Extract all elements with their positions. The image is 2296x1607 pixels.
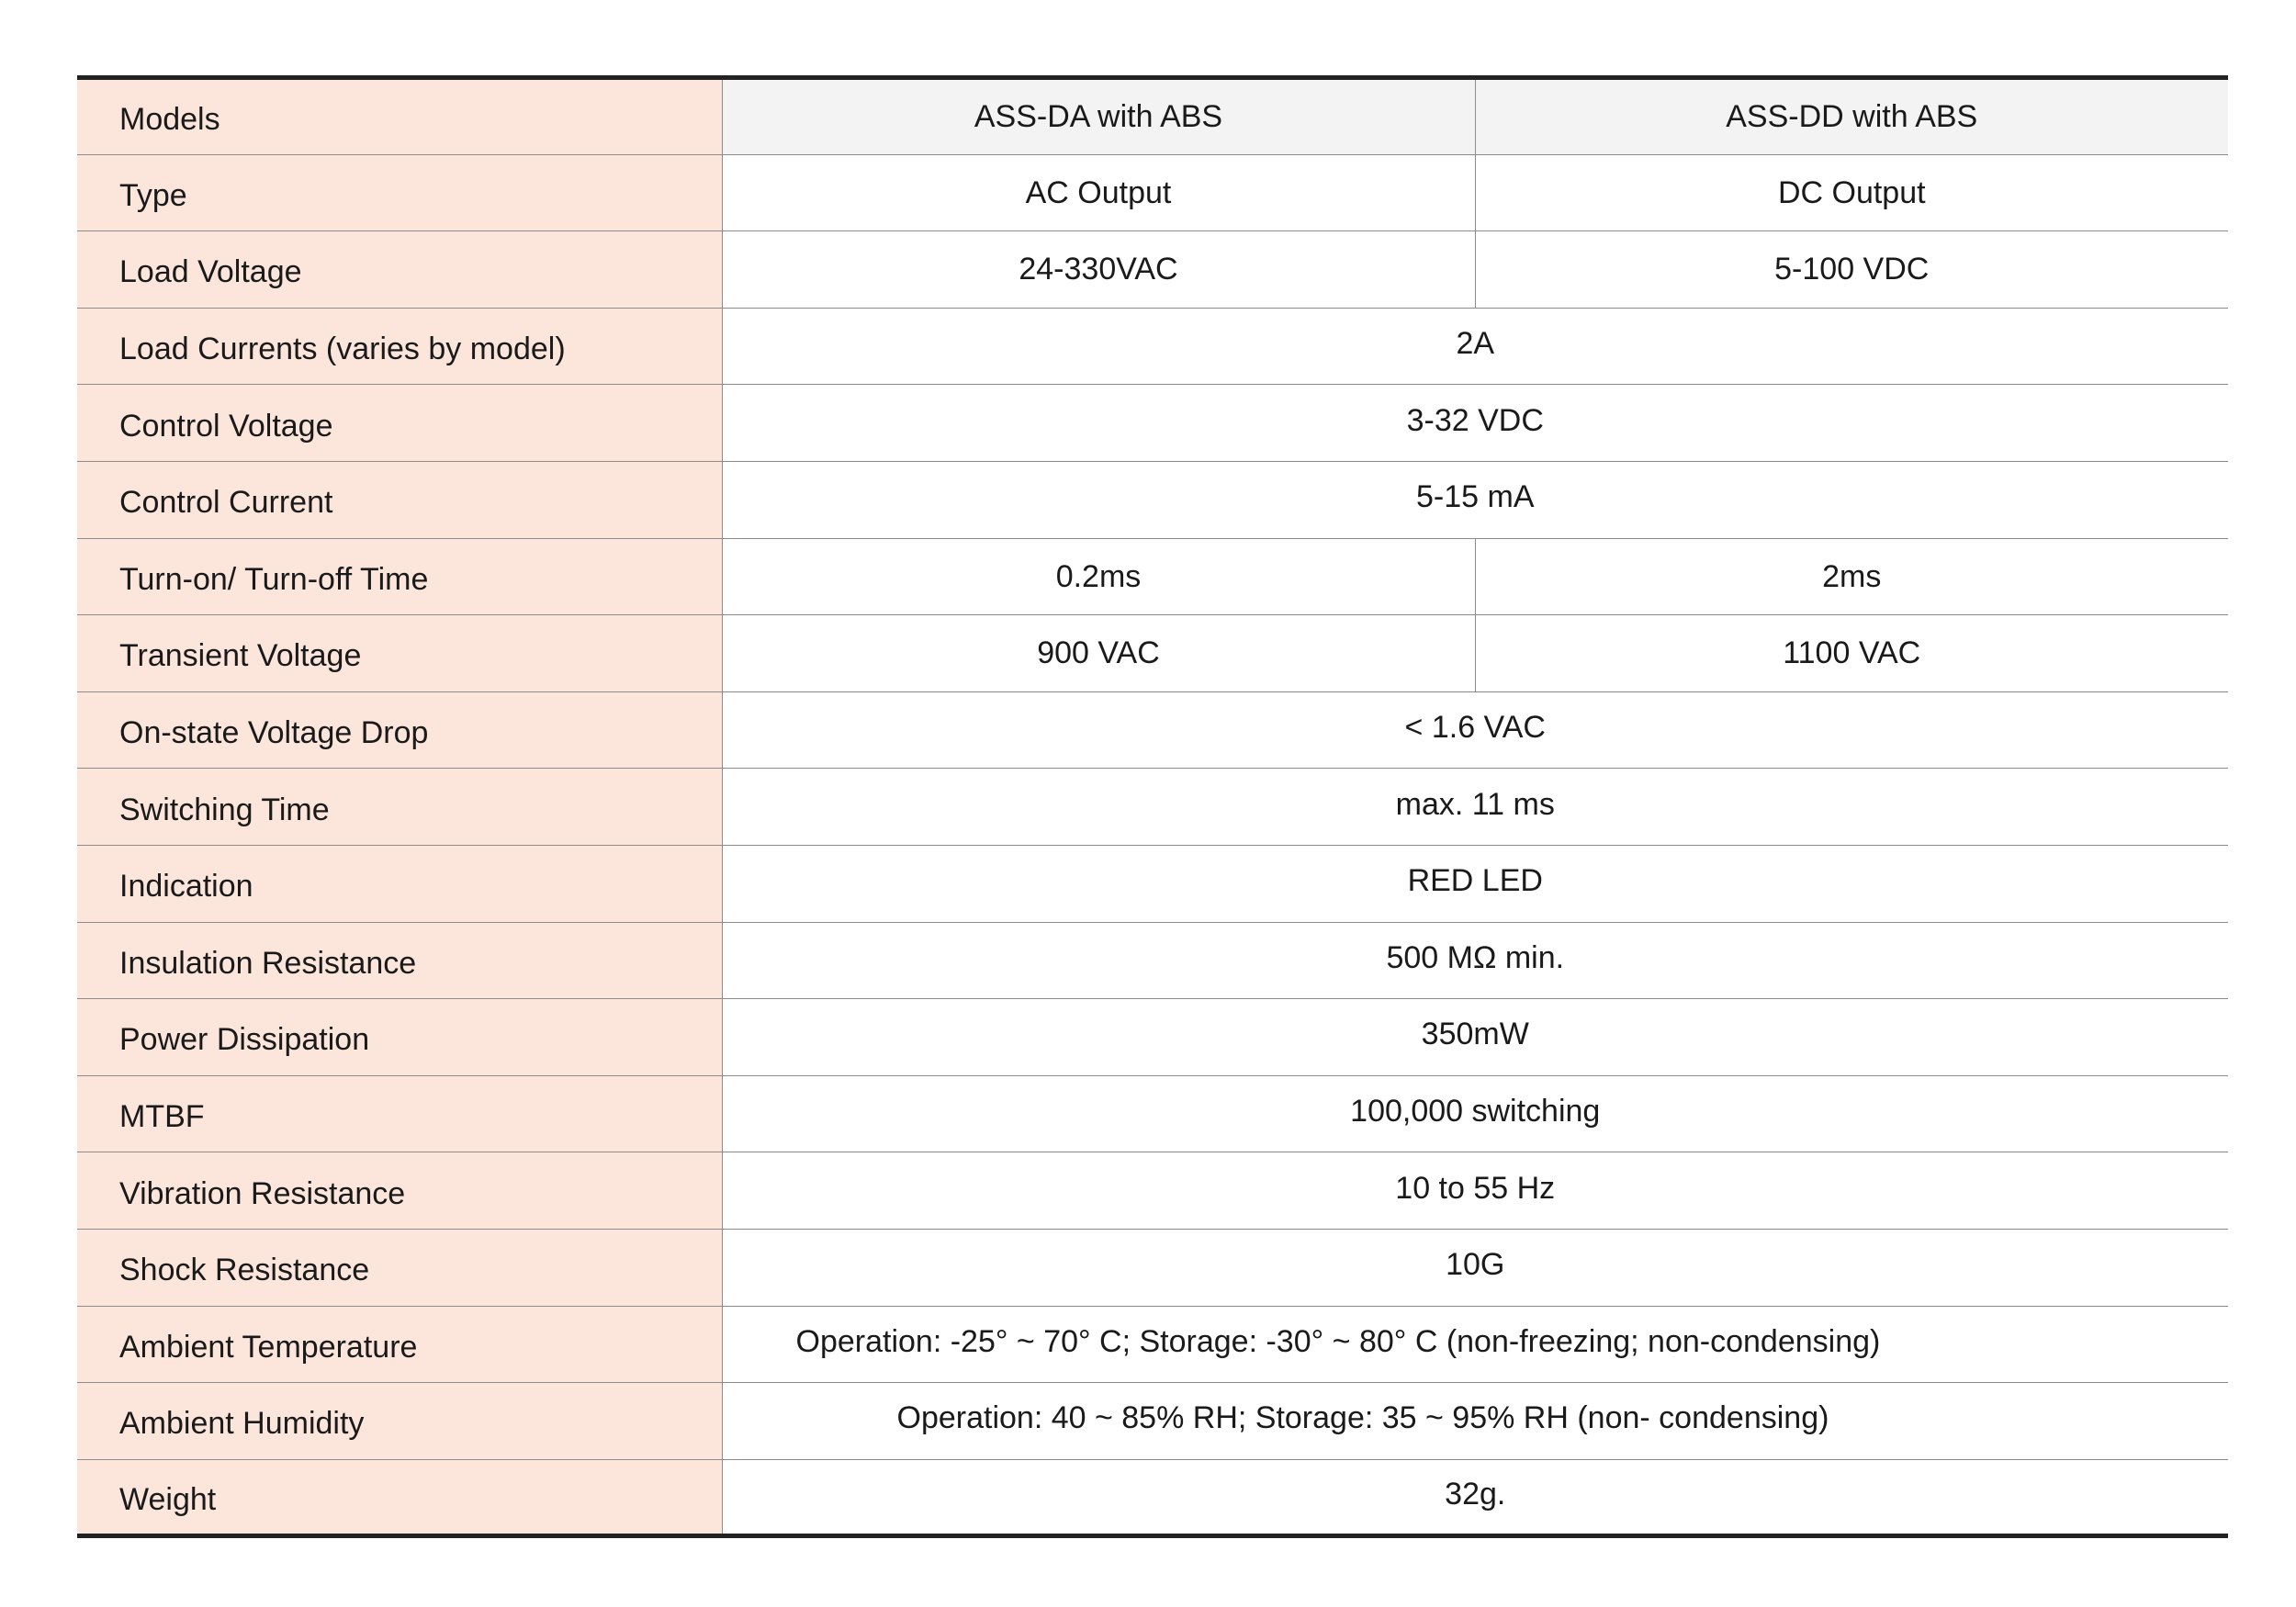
row-label: Weight (77, 1459, 722, 1536)
table-row-insulation-resistance (77, 922, 2228, 999)
row-label: Control Voltage (77, 385, 722, 462)
row-label: Shock Resistance (77, 1229, 722, 1306)
model-b-value: 1100 VAC (1475, 615, 2228, 692)
row-label: Type (77, 154, 722, 231)
row-label: Ambient Humidity (77, 1383, 722, 1460)
row-label: MTBF (77, 1075, 722, 1152)
row-label: On-state Voltage Drop (77, 691, 722, 769)
table-row-switching-time (77, 769, 2228, 846)
shared-value: Operation: -25° ~ 70° C; Storage: -30° ~ 80° C (non-freezing; non-condensing) (722, 1306, 2228, 1383)
table-row-ambient-temperature (77, 1306, 2228, 1383)
table-row-control-voltage (77, 385, 2228, 462)
table-header-row (77, 78, 2228, 155)
model-a-value: 0.2ms (722, 538, 1475, 615)
table-row-transient-voltage (77, 615, 2228, 692)
shared-value: < 1.6 VAC (722, 691, 2228, 769)
table-row-indication (77, 845, 2228, 922)
row-label: Indication (77, 845, 722, 922)
model-b-header-cell: ASS-DD with ABS (1475, 78, 2228, 155)
row-label: Load Currents (varies by model) (77, 308, 722, 385)
model-b-value: DC Output (1475, 154, 2228, 231)
table-row-shock-resistance (77, 1229, 2228, 1306)
table-row-ambient-humidity (77, 1383, 2228, 1460)
header-label-cell: Models (77, 78, 722, 155)
shared-value: 3-32 VDC (722, 385, 2228, 462)
row-label: Load Voltage (77, 231, 722, 309)
table-row-mtbf (77, 1075, 2228, 1152)
row-label: Insulation Resistance (77, 922, 722, 999)
shared-value: 100,000 switching (722, 1075, 2228, 1152)
table-row-on-state-voltage-drop (77, 691, 2228, 769)
shared-value: RED LED (722, 845, 2228, 922)
table-row-load-currents (77, 308, 2228, 385)
model-b-value: 2ms (1475, 538, 2228, 615)
table-row-control-current (77, 461, 2228, 538)
row-label: Turn-on/ Turn-off Time (77, 538, 722, 615)
row-label: Control Current (77, 461, 722, 538)
row-label: Vibration Resistance (77, 1152, 722, 1230)
shared-value: max. 11 ms (722, 769, 2228, 846)
shared-value: 2A (722, 308, 2228, 385)
shared-value: 5-15 mA (722, 461, 2228, 538)
row-label: Power Dissipation (77, 999, 722, 1076)
model-a-header-cell: ASS-DA with ABS (722, 78, 1475, 155)
shared-value: 10 to 55 Hz (722, 1152, 2228, 1230)
shared-value: 350mW (722, 999, 2228, 1076)
table-row-turn-on-off-time (77, 538, 2228, 615)
spec-table (77, 75, 2228, 1538)
table-row-load-voltage (77, 231, 2228, 309)
model-a-value: 900 VAC (722, 615, 1475, 692)
table-row-weight (77, 1459, 2228, 1536)
shared-value: Operation: 40 ~ 85% RH; Storage: 35 ~ 95% RH (non- condensing) (722, 1383, 2228, 1460)
row-label: Switching Time (77, 769, 722, 846)
table-row-power-dissipation (77, 999, 2228, 1076)
row-label: Transient Voltage (77, 615, 722, 692)
model-b-value: 5-100 VDC (1475, 231, 2228, 309)
table-row-vibration-resistance (77, 1152, 2228, 1230)
row-label: Ambient Temperature (77, 1306, 722, 1383)
shared-value: 32g. (722, 1459, 2228, 1536)
table-row-type (77, 154, 2228, 231)
model-a-value: 24-330VAC (722, 231, 1475, 309)
model-a-value: AC Output (722, 154, 1475, 231)
shared-value: 10G (722, 1229, 2228, 1306)
shared-value: 500 MΩ min. (722, 922, 2228, 999)
